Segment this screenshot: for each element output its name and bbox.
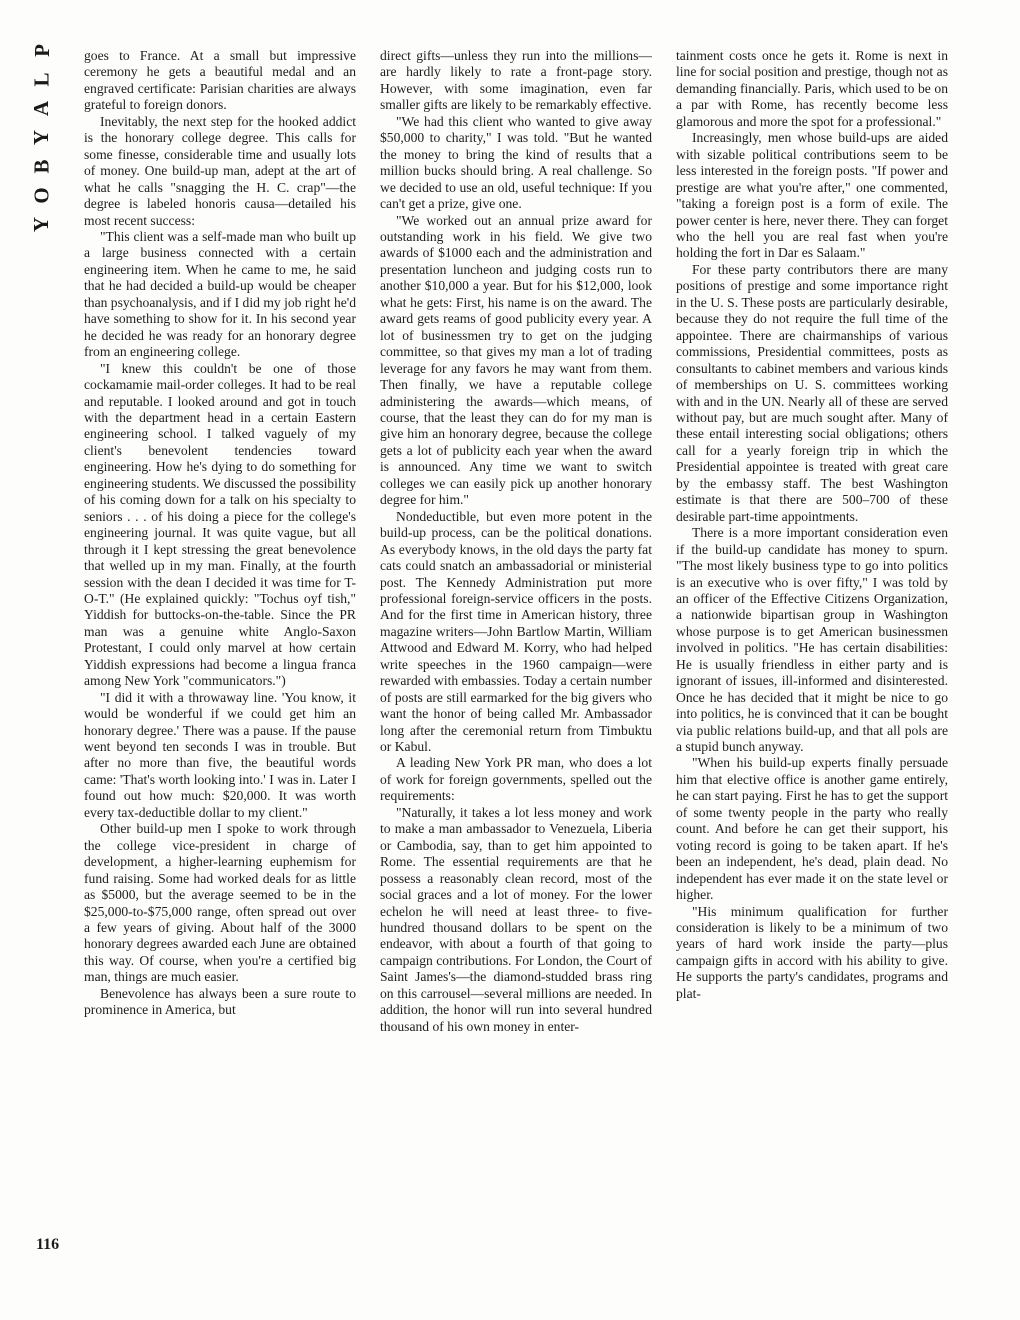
- paragraph: Benevolence has always been a sure route to prominence in America, but: [84, 985, 356, 1018]
- paragraph: direct gifts—unless they run into the millions—are hardly likely to rate a front-page story. However, with some imagination, even far smaller gifts are likely to be remarkably effective.: [380, 48, 652, 113]
- masthead-letter: Y: [29, 216, 54, 233]
- paragraph: There is a more important consideration even if the build-up candidate has money to spurn. "The most likely business type to go into politics is an executive who is over fifty," I was told by an officer of the Effective Citizens Organization, a nationwide bipartisan group in Washington whose purpose is to get American businessmen involved in politics. "He has certain disabilities: He is usually friendless in either party and is ignorant of issues, ill-informed and disinterested. Once he has decided that it might be nice to go into politics, he is convinced that it can be bought via public relations build-up, and that all pols are a stupid bunch anyway.: [676, 525, 948, 755]
- masthead-letter: Y: [29, 129, 54, 146]
- paragraph: "Naturally, it takes a lot less money and work to make a man ambassador to Venezuela, Liberia or Cambodia, say, than to get him appointed to Rome. The essential requirements are that he possess a reasonably clean record, most of the social graces and a lot of money. For the lower echelon he will need at least three- to five-hundred thousand dollars to be spent on the endeavor, with about a fourth of that going to campaign contributions. For London, the Court of Saint James's—the diamond-studded brass ring on this carrousel—several millions are needed. In addition, the honor will run into several hundred thousand of his own money in enter-: [380, 804, 652, 1034]
- text-column-3: [676, 48, 948, 1280]
- paragraph: "When his build-up experts finally persuade him that elective office is another game entirely, he can start paying. First he has to get the support of some twenty people in the party who really count. And before he can get their support, his voting record is going to be taken apart. If he's been an independent, he's dead, plain dead. No independent has ever made it on the state level or higher.: [676, 755, 948, 903]
- paragraph: Increasingly, men whose build-ups are aided with sizable political contributions seem to be less interested in the foreign posts. "If power and prestige are what you're after," one commented, "taking a foreign post is a form of exile. The power center is here, never there. They can forget who the hell you are real fast when you're holding the fort in Dar es Salaam.": [676, 130, 948, 261]
- paragraph: Other build-up men I spoke to work through the college vice-president in charge of development, a higher-learning euphemism for fund raising. Some had worked deals for as little as $5000, but the average seemed to be in the $25,000-to-$75,000 range, often spread out over a few years of giving. About half of the 3000 honorary degrees awarded each June are obtained this way. Of course, when you're a certified big man, things are much easier.: [84, 821, 356, 985]
- paragraph: "His minimum qualification for further consideration is likely to be a minimum of two years of hard work inside the party—plus campaign gifts in accord with his ability to give. He supports the party's candidates, programs and plat-: [676, 903, 948, 1001]
- page-number: 116: [36, 1236, 60, 1253]
- masthead-letter: P: [29, 44, 54, 57]
- masthead-letter: L: [29, 72, 54, 87]
- masthead-letter: B: [29, 159, 54, 174]
- text-column-2: [380, 48, 652, 1280]
- masthead-letter: O: [29, 187, 54, 204]
- paragraph: "This client was a self-made man who built up a large business connected with a certain engineering item. When he came to me, he said that he had decided a build-up would be cheaper than psychoanalysis, and if I did my job right he'd have something to show for it. In his second year he decided he was ready for an honorary degree from an engineering college.: [84, 228, 356, 360]
- paragraph: "We worked out an annual prize award for outstanding work in his field. We give two awards of $1000 each and the administration and presentation luncheon and judging costs run to another $10,000 a year. But for his $12,000, look what he gets: First, his name is on the award. The award gets reams of good publicity every year. A lot of businessmen try to get on the judging committee, so that gives my man a lot of trading leverage for any favors he may want from them. Then finally, we have a reputable college administering the awards—which means, of course, that the least they can do for my man is give him an honorary degree, because the college gets a lot of publicity each year when the award is announced. Any time we want to switch colleges we can easily pick up another honorary degree for him.": [380, 212, 652, 508]
- paragraph: Inevitably, the next step for the hooked addict is the honorary college degree. This calls for some finesse, considerable time and usually lots of money. One build-up man, adept at the art of what he calls "snagging the H. C. crap"—the degree is labeled honoris causa—detailed his most recent success:: [84, 113, 356, 228]
- paragraph: A leading New York PR man, who does a lot of work for foreign governments, spelled out the requirements:: [380, 755, 652, 804]
- masthead-playboy: [22, 36, 62, 239]
- paragraph: goes to France. At a small but impressive ceremony he gets a beautiful medal and an engraved certificate: Parisian charities are always grateful to foreign donors.: [84, 48, 356, 113]
- paragraph: Nondeductible, but even more potent in the build-up process, can be the political donations. As everybody knows, in the old days the party fat cats could snatch an ambassadorial or ministerial post. The Kennedy Administration put more professional foreign-service officers in the posts. And for the first time in American history, three magazine writers—John Bartlow Martin, William Attwood and Edward M. Korry, who had helped write speeches in the 1960 campaign—were rewarded with embassies. Today a certain number of posts are still earmarked for the big givers who want the honor of being called Mr. Ambassador long after the ceremonial return from Timbuktu or Kabul.: [380, 508, 652, 755]
- paragraph: "We had this client who wanted to give away $50,000 to charity," I was told. "But he wanted the money to bring the kind of results that a million bucks should bring. A real challenge. So we decided to use an old, useful technique: If you can't get a prize, give one.: [380, 113, 652, 212]
- text-column-1: [84, 48, 356, 1280]
- paragraph: For these party contributors there are many positions of prestige and some importance right in the U. S. These posts are particularly desirable, because they do not require the full time of the appointee. There are chairmanships of various commissions, Presidential committees, posts as consultants to cabinet members and various kinds of memberships on U. S. committees working with and in the UN. Nearly all of these are served without pay, but are much sought after. Many of these entail interesting social obligations; others call for a yearly foreign trip in which the Presidential appointee is treated with great care by the embassy staff. The best Washington estimate is that there are 500–700 of these desirable part-time appointments.: [676, 261, 948, 524]
- paragraph: "I knew this couldn't be one of those cockamamie mail-order colleges. It had to be real and reputable. I looked around and got in touch with the department head in a certain Eastern engineering school. I talked vaguely of my client's benevolent tendencies toward engineering. How he's dying to do something for engineering students. We discussed the possibility of his coming down for a talk on his specialty to seniors . . . of his doing a piece for the college's engineering journal. It was quite vague, but all through it I kept stressing the great benevolence that welled up in my man. Finally, at the fourth session with the dean I decided it was time for T-O-T." (He explained quickly: "Tochus oyf tish," Yiddish for buttocks-on-the-table. Since the PR man was a genuine white Anglo-Saxon Protestant, I could only marvel at how certain Yiddish expressions had become a lingua franca among New York "communicators."): [84, 360, 356, 689]
- paragraph: "I did it with a throwaway line. 'You know, it would be wonderful if we could get him an honorary degree.' There was a pause. If the pause went beyond ten seconds I was in trouble. But after no more than five, the beautiful words came: 'That's worth looking into.' I was in. Later I found out how much: $20,000. It was worth every tax-deductible dollar to my client.": [84, 689, 356, 820]
- paragraph: tainment costs once he gets it. Rome is next in line for social position and prestige, though not as demanding financially. Paris, which used to be on a par with Rome, has recently become less glamorous and more the spot for a professional.": [676, 48, 948, 129]
- masthead-letter: A: [29, 100, 54, 117]
